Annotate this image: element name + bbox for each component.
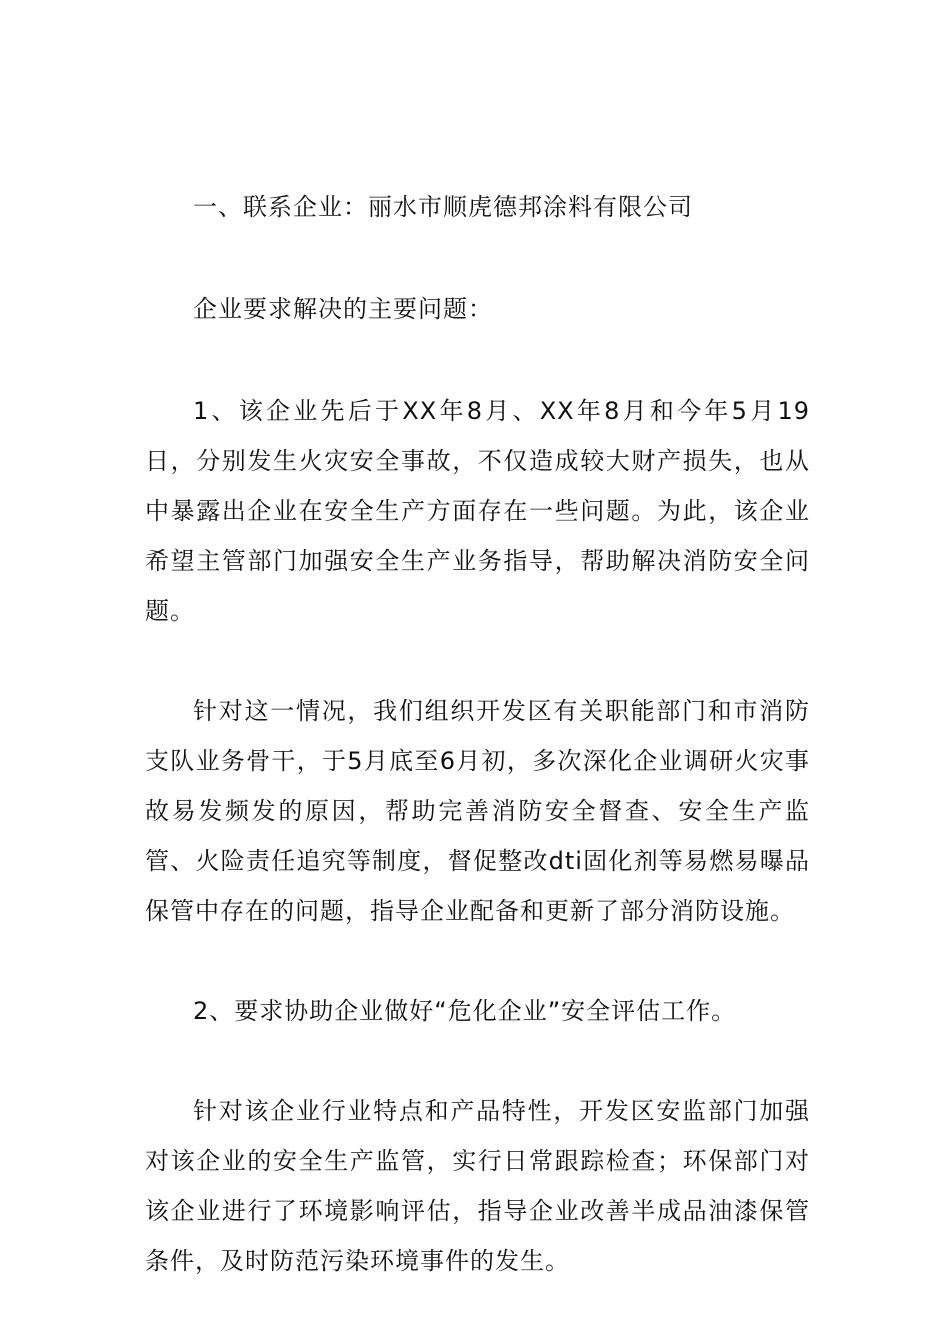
problem-2-paragraph: 2、要求协助企业做好“危化企业”安全评估工作。 — [193, 997, 737, 1025]
paragraph-spacer — [145, 334, 810, 386]
document-body — [145, 182, 810, 1286]
response-2-paragraph: 针对该企业行业特点和产品特性，开发区安监部门加强对该企业的安全生产监管，实行日常跟踪检查；环保部门对该企业进行了环境影响评估，指导企业改善半成品油漆保管条件，及时防范污染环境事件的发生。 — [145, 1097, 810, 1275]
section-heading-contact-enterprise: 一、联系企业：丽水市顺虎德邦涂料有限公司 — [193, 193, 693, 221]
paragraph-spacer — [145, 936, 810, 986]
problems-heading: 企业要求解决的主要问题： — [193, 295, 493, 323]
response-1-paragraph: 针对这一情况，我们组织开发区有关职能部门和市消防支队业务骨干，于5月底至6月初，多次深化企业调研火灾事故易发频发的原因，帮助完善消防安全督查、安全生产监管、火险责任追究等制度，督促整改dti固化剂等易燃易曝品保管中存在的问题，指导企业配备和更新了部分消防设施。 — [145, 697, 810, 925]
paragraph-spacer — [145, 636, 810, 686]
paragraph-spacer — [145, 1036, 810, 1086]
paragraph-spacer — [145, 232, 810, 284]
problem-1-paragraph: 1、该企业先后于XX年8月、XX年8月和今年5月19日，分别发生火灾安全事故，不仅造成较大财产损失，也从中暴露出企业在安全生产方面存在一些问题。为此，该企业希望主管部门加强安全生产业务指导，帮助解决消防安全问题。 — [145, 397, 810, 625]
